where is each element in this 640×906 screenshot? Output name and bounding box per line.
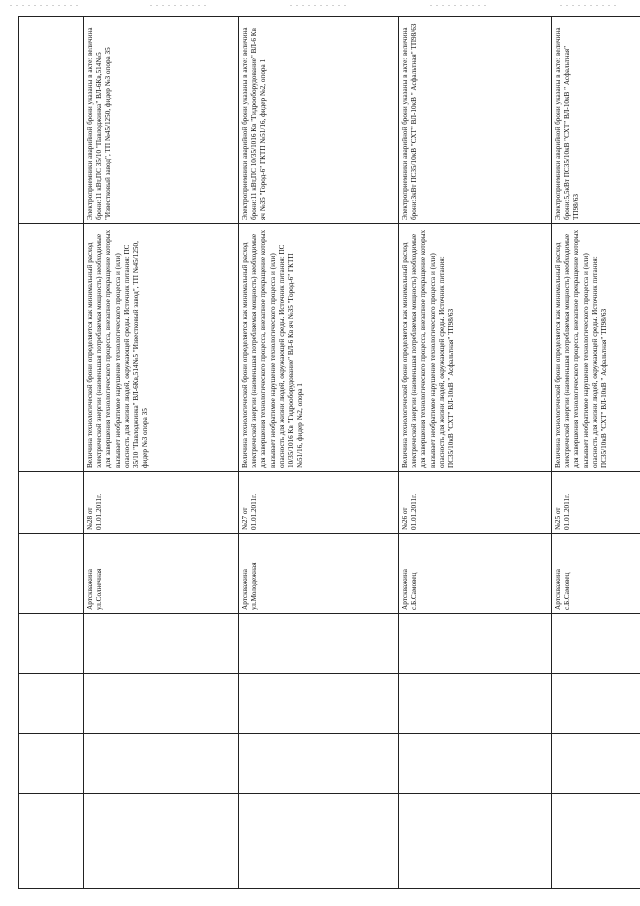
empty-cell: [84, 614, 239, 674]
table-row: [239, 17, 399, 889]
emergency-reserve-cell: Электроприемники аварийной брони указаны в акте: величина брони:5,5кВт ПС35/10кВ "СХТ" ВЛ-10кВ " Асфальтная" ТП98/63: [552, 17, 640, 224]
act-cell: №28 от 01.01.2011г.: [84, 472, 239, 534]
empty-cell: [552, 674, 640, 734]
scan-artifact: [10, 5, 80, 6]
empty-cell: [19, 674, 84, 734]
empty-cell: [19, 614, 84, 674]
rotated-table-container: [18, 17, 609, 889]
act-cell: [19, 472, 84, 534]
scan-artifact: [150, 5, 210, 6]
object-cell: Артскважина с.Б.Самовец: [552, 534, 640, 614]
table-row: [84, 17, 239, 889]
empty-cell: [84, 734, 239, 794]
empty-cell: [239, 674, 399, 734]
reserve-table: [18, 16, 640, 889]
table-row: [19, 17, 84, 889]
scan-artifact: [290, 5, 350, 6]
emergency-reserve-cell: [19, 17, 84, 224]
emergency-reserve-cell: Электроприемники аварийной брони указаны в акте: величина брони:11 кВт,ПС 35/10 "Павлоджинка" ВЛ-6Кв,514№5 "Известковый завод", ТП №45/1250, фидер №3 опора 35: [84, 17, 239, 224]
empty-cell: [399, 734, 552, 794]
tech-reserve-cell: Величина технологической брони определяется как минимальный расход электрической энергии (наименьшая потребляемая мощность) необходимые для завершения технологического процесса, внезапное прекращение которых вызывает необратимое нарушение технологического процесса и (или) опасность для жизни людей, окружающей среды. Источник питания: ПС 35/10 "Павлоджинка" ВЛ-6Кв,514№5 "Известковый завод", ТП №45/1250, фидер №3 опора 35: [84, 224, 239, 472]
empty-cell: [239, 614, 399, 674]
table-row: [399, 17, 552, 889]
empty-cell: [552, 794, 640, 889]
object-cell: Артскважина ул.Солнечная: [84, 534, 239, 614]
table-row: [552, 17, 640, 889]
act-cell: №26 от 01.01.2011г.: [399, 472, 552, 534]
empty-cell: [399, 794, 552, 889]
act-cell: №27 от 01.01.2011г.: [239, 472, 399, 534]
object-cell: Артскважина ул.Молодежная: [239, 534, 399, 614]
empty-cell: [19, 734, 84, 794]
scan-artifact: [430, 5, 490, 6]
empty-cell: [552, 734, 640, 794]
tech-reserve-cell: Величина технологической брони определяется как минимальный расход электрической энергии (наименьшая потребляемая мощность) необходимые для завершения технологического процесса, внезапное прекращение которых вызывает необратимое нарушение технологического процесса и (или) опасность для жизни людей, окружающей среды. Источник питания: ПС35/10кВ "СХТ" ВЛ-10кВ " Асфальтная" ТП98/63: [399, 224, 552, 472]
act-cell: №25 от 01.01.2011г.: [552, 472, 640, 534]
tech-reserve-cell: Величина технологической брони определяется как минимальный расход электрической энергии (наименьшая потребляемая мощность) необходимые для завершения технологического процесса, внезапное прекращение которых вызывает необратимое нарушение технологического процесса и (или) опасность для жизни людей, окружающей среды. Источник питания: ПС 10/35/1016 Кв "Гидрооборудование" ВЛ-6 Кв яч №35 "Город-6" ГКТП №51/16, фидер №2, опора 1: [239, 224, 399, 472]
empty-cell: [239, 734, 399, 794]
empty-cell: [84, 674, 239, 734]
empty-cell: [19, 794, 84, 889]
object-cell: [19, 534, 84, 614]
empty-cell: [84, 794, 239, 889]
tech-reserve-cell: [19, 224, 84, 472]
empty-cell: [399, 614, 552, 674]
empty-cell: [552, 614, 640, 674]
emergency-reserve-cell: Электроприемники аварийной брони указаны в акте: величина брони:11 кВт,ПС 10/35/1016 Кв "Гидрооборудование" ВЛ-6 Кв яч №35 "Город-6" ГКТП №51/16, фидер №2, опора 1: [239, 17, 399, 224]
emergency-reserve-cell: Электроприемники аварийной брони указаны в акте: величина брони:3кВт ПС35/10кВ "СХТ" ВЛ-10кВ " Асфальтная" ТП98/63: [399, 17, 552, 224]
tech-reserve-cell: Величина технологической брони определяется как минимальный расход электрической энергии (наименьшая потребляемая мощность) необходимые для завершения технологического процесса, внезапное прекращение которых вызывает необратимое нарушение технологического процесса и (или) опасность для жизни людей, окружающей среды. Источник питания: ПС35/10кВ "СХТ" ВЛ-10кВ " Асфальтная" ТП98/63: [552, 224, 640, 472]
empty-cell: [399, 674, 552, 734]
empty-cell: [239, 794, 399, 889]
object-cell: Артскважина с.Б.Самовец: [399, 534, 552, 614]
scan-artifact: [560, 5, 620, 6]
